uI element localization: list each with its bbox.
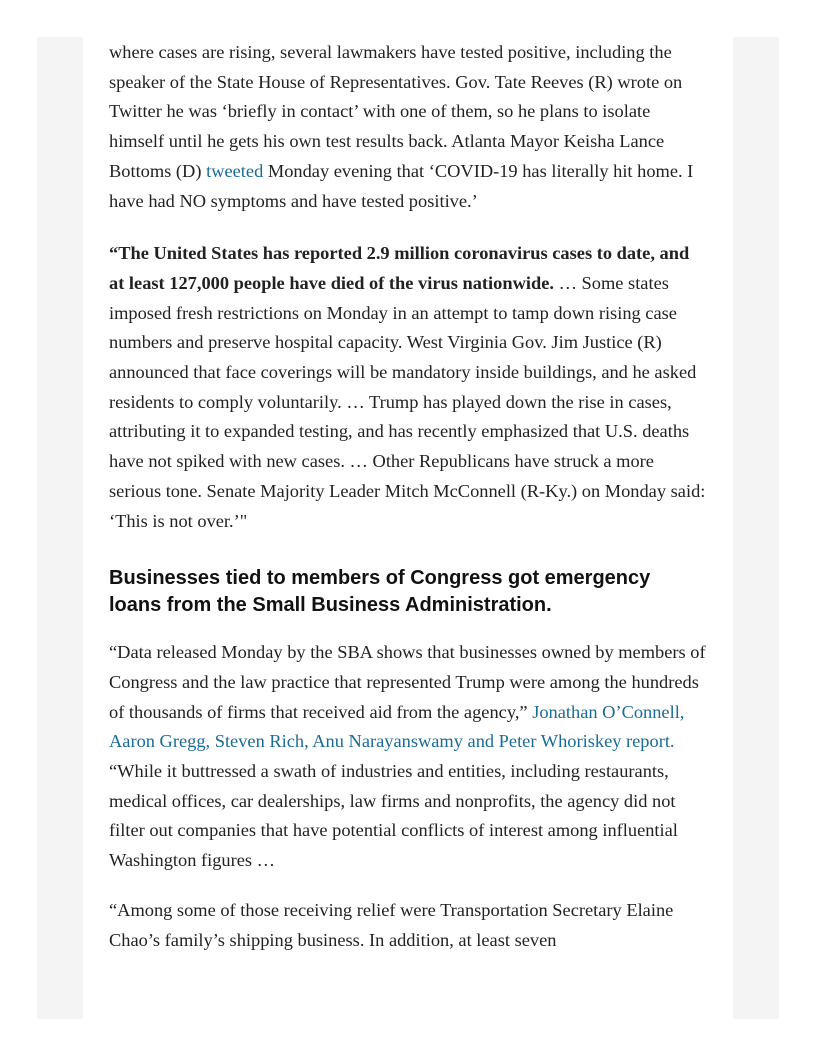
article-paragraph — [109, 638, 707, 876]
paragraph-text: “Data released Monday by the SBA shows that businesses owned by members of Congress and the law practice that represented Trump were among the hundreds of thousands of firms that received aid from the agency,” — [109, 642, 706, 722]
article-content — [83, 37, 733, 1019]
tweeted-link[interactable]: tweeted — [206, 160, 264, 181]
article-paragraph — [109, 896, 707, 955]
paragraph-text: Monday evening that ‘COVID-19 has literally hit home. I have had NO symptoms and have tested positive.’ — [109, 160, 694, 211]
paragraph-text: … Some states imposed fresh restrictions on Monday in an attempt to tamp down rising case numbers and preserve hospital capacity. West Virginia Gov. Jim Justice (R) announced that face coverings will be mandatory inside buildings, and he asked residents to comply voluntarily. … Trump has played down the rise in cases, attributing it to expanded testing, and has recently emphasized that U.S. deaths have not spiked with new cases. … Other Republicans have struck a more serious tone. Senate Majority Leader Mitch McConnell (R-Ky.) on Monday said: ‘This is not over.’" — [109, 272, 706, 531]
bold-lead-text: “The United States has reported 2.9 million coronavirus cases to date, and at least 127,000 people have died of the virus nationwide. — [109, 243, 690, 293]
article-paragraph — [109, 239, 707, 536]
paragraph-text: “Among some of those receiving relief were Transportation Secretary Elaine Chao’s family’s shipping business. In addition, at least seven — [109, 899, 674, 950]
paragraph-text: “While it buttressed a swath of industries and entities, including restaurants, medical offices, car dealerships, law firms and nonprofits, the agency did not filter out companies that have potential conflicts of interest among influential Washington figures … — [109, 761, 678, 871]
article-body — [83, 38, 733, 955]
article-paragraph — [109, 38, 707, 216]
paragraph-text: where cases are rising, several lawmakers have tested positive, including the speaker of the State House of Representatives. Gov. Tate Reeves (R) wrote on Twitter he was ‘briefly in contact’ with one of them, so he plans to isolate himself until he gets his own test results back. Atlanta Mayor Keisha Lance Bottoms (D) — [109, 42, 683, 181]
section-heading: Businesses tied to members of Congress got emergency loans from the Small Business Administration. — [109, 567, 651, 617]
reporters-link[interactable]: Jonathan O’Connell, Aaron Gregg, Steven Rich, Anu Narayanswamy and Peter Whoriskey report. — [109, 701, 685, 752]
